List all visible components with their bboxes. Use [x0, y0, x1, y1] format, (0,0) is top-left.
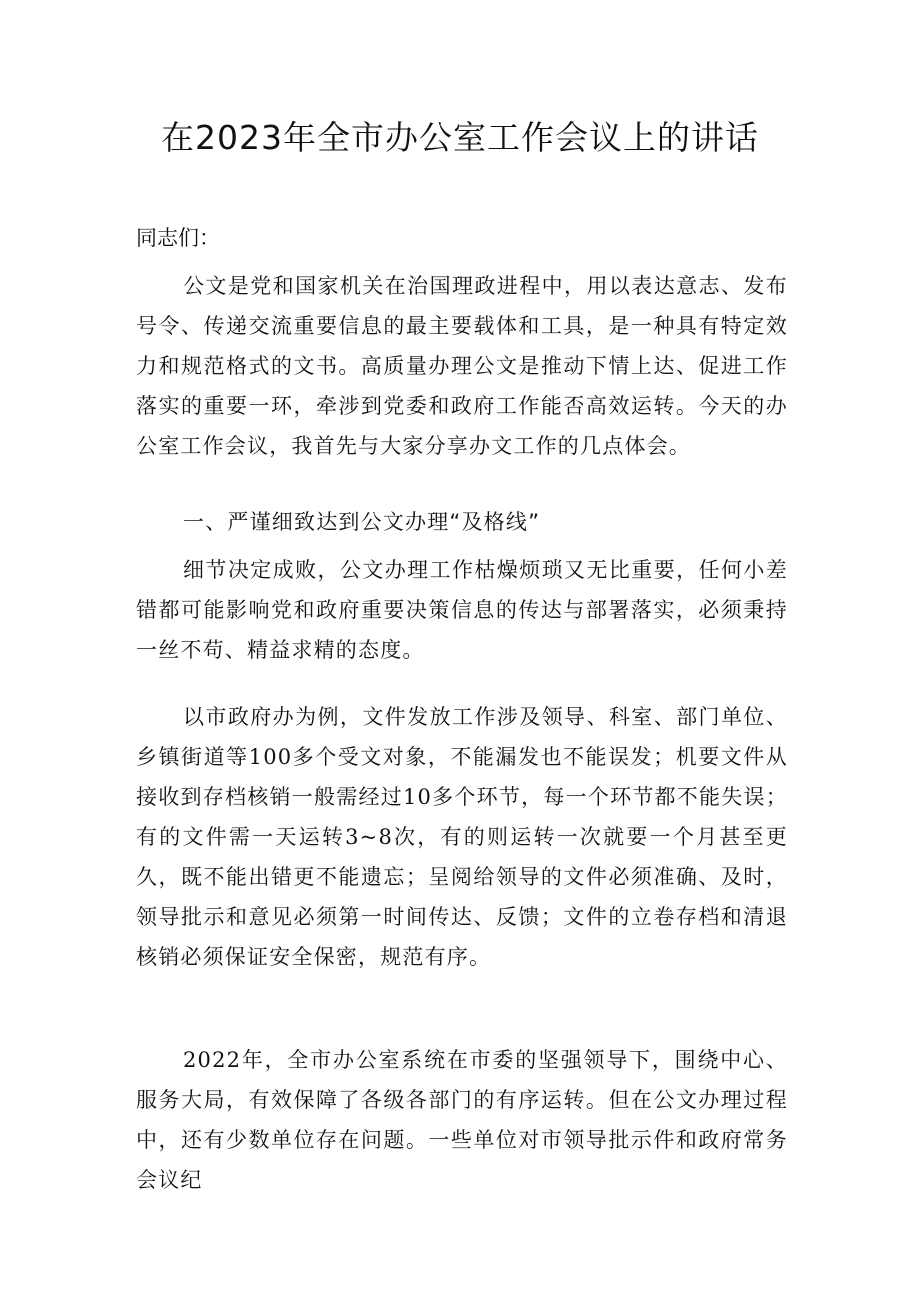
document-title: 在2023年全市办公室工作会议上的讲话 [161, 118, 759, 157]
section-heading: 一、严谨细致达到公文办理“及格线” [183, 510, 541, 534]
paragraph-intro: 公文是党和国家机关在治国理政进程中，用以表达意志、发布号令、传递交流重要信息的最主要载体和工具，是一种具有特定效力和规范格式的文书。高质量办理公文是推动下情上达、促进工作落实的重要一环，牵涉到党委和政府工作能否高效运转。今天的办公室工作会议，我首先与大家分享办文工作的几点体会。 [136, 274, 788, 458]
paragraph-2022: 2022年，全市办公室系统在市委的坚强领导下，围绕中心、服务大局，有效保障了各级各部门的有序运转。但在公文办理过程中，还有少数单位存在问题。一些单位对市领导批示件和政府常务会议纪 [136, 1048, 788, 1192]
paragraph-details: 细节决定成败，公文办理工作枯燥烦琐又无比重要，任何小差错都可能影响党和政府重要决策信息的传达与部署落实，必须秉持一丝不苟、精益求精的态度。 [136, 558, 788, 662]
paragraph-example: 以市政府办为例，文件发放工作涉及领导、科室、部门单位、乡镇街道等100多个受文对象，不能漏发也不能误发；机要文件从接收到存档核销一般需经过10多个环节，每一个环节都不能失误；有的文件需一天运转3~8次，有的则运转一次就要一个月甚至更久，既不能出错更不能遗忘；呈阅给领导的文件必须准确、及时，领导批示和意见必须第一时间传达、反馈；文件的立卷存档和清退核销必须保证安全保密，规范有序。 [136, 705, 788, 969]
salutation: 同志们： [136, 226, 220, 250]
